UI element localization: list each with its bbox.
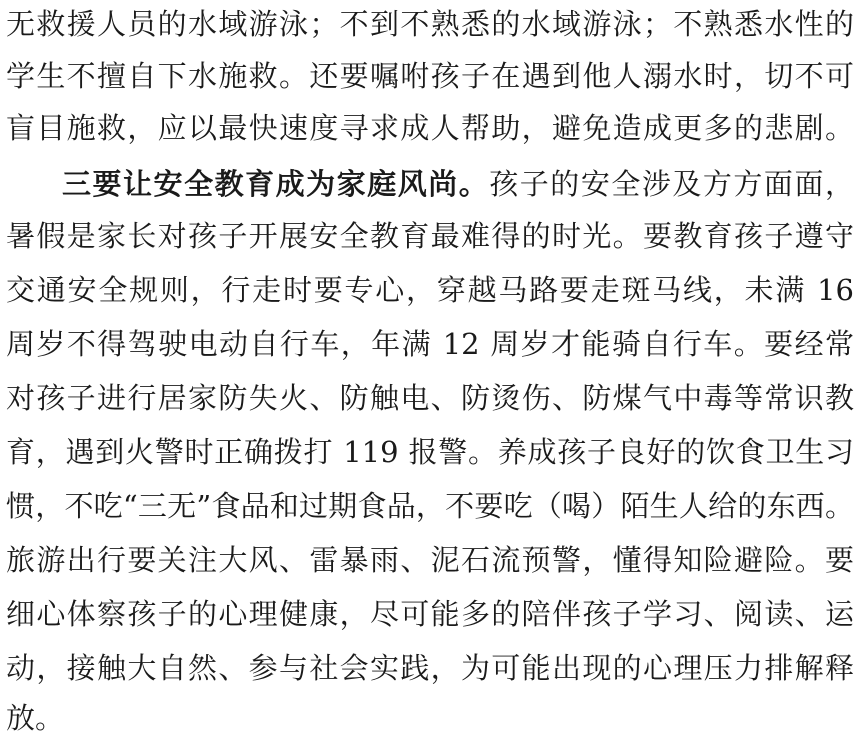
paragraph-line: 交通安全规则，行走时要专心，穿越马路要走斑马线，未满 16 bbox=[6, 273, 854, 307]
paragraph-line: 动，接触大自然、参与社会实践，为可能出现的心理压力排解释 bbox=[6, 651, 854, 685]
paragraph-line: 学生不擅自下水施救。还要嘱咐孩子在遇到他人溺水时，切不可 bbox=[6, 59, 854, 93]
paragraph-line: 盲目施救，应以最快速度寻求成人帮助，避免造成更多的悲剧。 bbox=[6, 111, 854, 145]
paragraph-line: 暑假是家长对孩子开展安全教育最难得的时光。要教育孩子遵守 bbox=[6, 219, 854, 253]
paragraph-line: 周岁不得驾驶电动自行车，年满 12 周岁才能骑自行车。要经常 bbox=[6, 327, 854, 361]
paragraph-last-line: 放。 bbox=[6, 701, 65, 735]
section-heading: 三要让安全教育成为家庭风尚。 bbox=[62, 167, 490, 201]
paragraph-line: 无救援人员的水域游泳；不到不熟悉的水域游泳；不熟悉水性的 bbox=[6, 7, 854, 41]
paragraph-line: 育，遇到火警时正确拨打 119 报警。养成孩子良好的饮食卫生习 bbox=[6, 435, 854, 469]
paragraph-line: 对孩子进行居家防失火、防触电、防烫伤、防煤气中毒等常识教 bbox=[6, 381, 854, 415]
paragraph-first-line bbox=[62, 160, 854, 208]
paragraph-line-text: 孩子的安全涉及方方面面， bbox=[489, 167, 854, 201]
paragraph-line: 旅游出行要关注大风、雷暴雨、泥石流预警，懂得知险避险。要 bbox=[6, 543, 854, 577]
paragraph-line: 细心体察孩子的心理健康，尽可能多的陪伴孩子学习、阅读、运 bbox=[6, 597, 854, 631]
paragraph-line: 惯，不吃“三无”食品和过期食品，不要吃（喝）陌生人给的东西。 bbox=[6, 489, 854, 523]
